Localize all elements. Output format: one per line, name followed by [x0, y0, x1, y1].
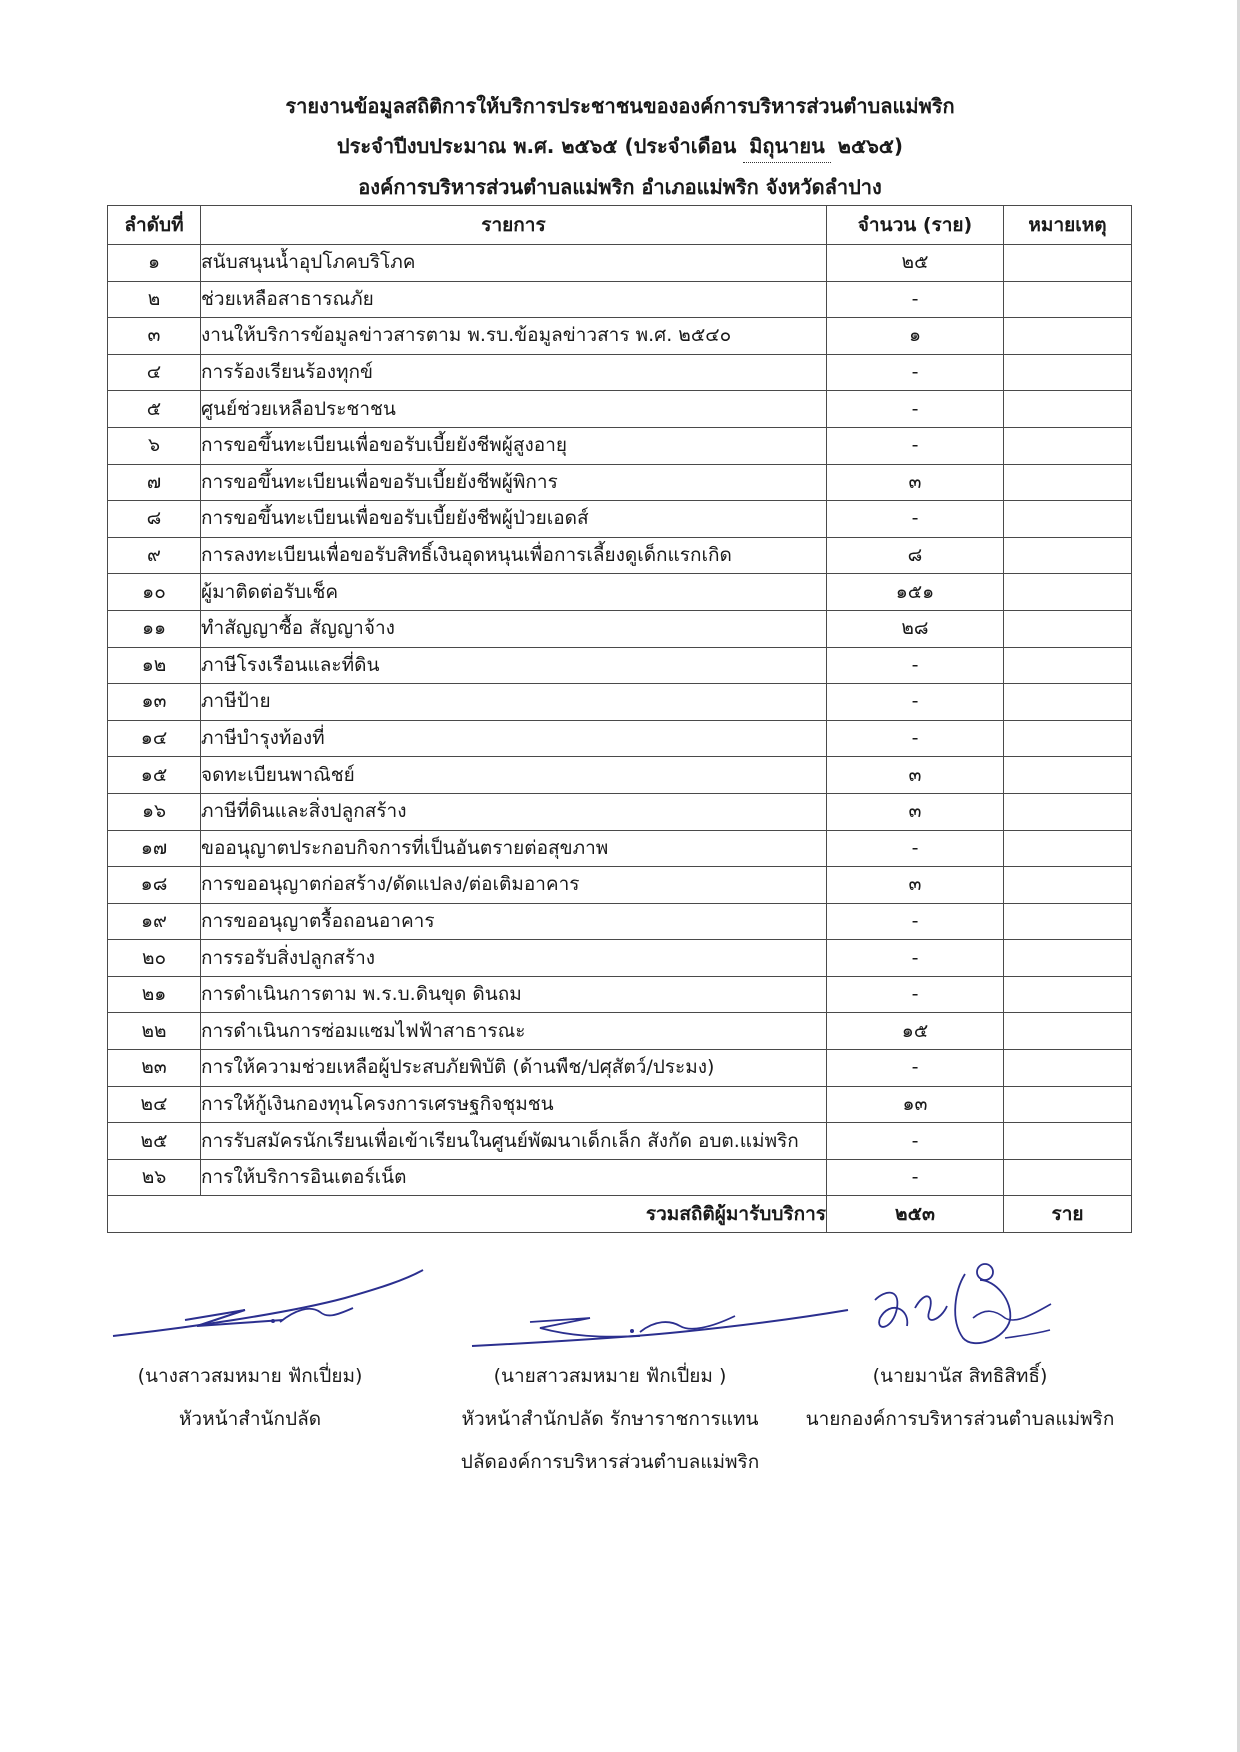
row-note — [1004, 940, 1132, 977]
total-row — [108, 1196, 1132, 1233]
total-label: รวมสถิติผู้มารับบริการ — [108, 1196, 827, 1233]
row-number: ๑๓ — [108, 684, 201, 721]
row-number: ๑๔ — [108, 720, 201, 757]
row-item: งานให้บริการข้อมูลข่าวสารตาม พ.รบ.ข้อมูลข่าวสาร พ.ศ. ๒๕๔๐ — [201, 318, 827, 355]
row-count: - — [827, 903, 1004, 940]
row-item: การดำเนินการซ่อมแซมไฟฟ้าสาธารณะ — [201, 1013, 827, 1050]
row-count: - — [827, 940, 1004, 977]
row-count: - — [827, 684, 1004, 721]
row-note — [1004, 720, 1132, 757]
signature-2-image — [470, 1280, 850, 1360]
table-row — [108, 1013, 1132, 1050]
signature-3-image — [855, 1260, 1055, 1360]
column-header-count: จำนวน (ราย) — [827, 206, 1004, 245]
row-note — [1004, 903, 1132, 940]
signer-3-name: (นายมานัส สิทธิสิทธิ์) — [872, 1365, 1048, 1387]
row-note — [1004, 574, 1132, 611]
row-count: - — [827, 427, 1004, 464]
row-note — [1004, 427, 1132, 464]
table-row — [108, 501, 1132, 538]
row-note — [1004, 354, 1132, 391]
row-item: การขออนุญาตก่อสร้าง/ดัดแปลง/ต่อเติมอาคาร — [201, 867, 827, 904]
row-number: ๒๖ — [108, 1159, 201, 1196]
row-number: ๗ — [108, 464, 201, 501]
row-item: การให้บริการอินเตอร์เน็ต — [201, 1159, 827, 1196]
row-item: ภาษีบำรุงท้องที่ — [201, 720, 827, 757]
signer-1-position: หัวหน้าสำนักปลัด — [178, 1408, 322, 1430]
row-item: การดำเนินการตาม พ.ร.บ.ดินขุด ดินถม — [201, 976, 827, 1013]
table-row — [108, 574, 1132, 611]
row-note — [1004, 793, 1132, 830]
row-count: ๑ — [827, 318, 1004, 355]
row-number: ๑๑ — [108, 610, 201, 647]
row-item: ช่วยเหลือสาธารณภัย — [201, 281, 827, 318]
row-number: ๑๐ — [108, 574, 201, 611]
row-count: - — [827, 391, 1004, 428]
row-note — [1004, 1123, 1132, 1160]
row-count: ๑๕๑ — [827, 574, 1004, 611]
signer-2-position: หัวหน้าสำนักปลัด รักษาราชการแทน — [461, 1408, 759, 1430]
table-row — [108, 976, 1132, 1013]
row-note — [1004, 391, 1132, 428]
row-item: ภาษีโรงเรือนและที่ดิน — [201, 647, 827, 684]
row-count: ๓ — [827, 464, 1004, 501]
row-count: - — [827, 830, 1004, 867]
row-note — [1004, 610, 1132, 647]
table-row — [108, 684, 1132, 721]
row-note — [1004, 281, 1132, 318]
row-item: การลงทะเบียนเพื่อขอรับสิทธิ์เงินอุดหนุนเพื่อการเลี้ยงดูเด็กแรกเกิด — [201, 537, 827, 574]
row-item: การขออนุญาตรื้อถอนอาคาร — [201, 903, 827, 940]
statistics-table — [107, 205, 1132, 1233]
row-count: ๘ — [827, 537, 1004, 574]
row-item: การให้ความช่วยเหลือผู้ประสบภัยพิบัติ (ด้านพืช/ปศุสัตว์/ประมง) — [201, 1050, 827, 1087]
row-count: - — [827, 720, 1004, 757]
row-note — [1004, 537, 1132, 574]
table-row — [108, 757, 1132, 794]
row-number: ๒๒ — [108, 1013, 201, 1050]
row-count: ๑๕ — [827, 1013, 1004, 1050]
row-item: การร้องเรียนร้องทุกข์ — [201, 354, 827, 391]
row-number: ๑๕ — [108, 757, 201, 794]
row-number: ๑๖ — [108, 793, 201, 830]
total-unit: ราย — [1004, 1196, 1132, 1233]
row-note — [1004, 647, 1132, 684]
table-row — [108, 720, 1132, 757]
row-number: ๕ — [108, 391, 201, 428]
row-note — [1004, 684, 1132, 721]
row-note — [1004, 1013, 1132, 1050]
row-count: ๓ — [827, 867, 1004, 904]
table-row — [108, 391, 1132, 428]
signature-block-1 — [100, 1355, 400, 1441]
table-row — [108, 318, 1132, 355]
row-note — [1004, 1086, 1132, 1123]
row-count: - — [827, 501, 1004, 538]
row-note — [1004, 867, 1132, 904]
table-row — [108, 537, 1132, 574]
row-note — [1004, 1159, 1132, 1196]
signature-section — [0, 1250, 1240, 1570]
table-row — [108, 793, 1132, 830]
row-note — [1004, 318, 1132, 355]
row-number: ๑ — [108, 245, 201, 282]
signer-1-name: (นางสาวสมหมาย ฟักเปี่ยม) — [137, 1365, 363, 1387]
table-row — [108, 903, 1132, 940]
report-title: รายงานข้อมูลสถิติการให้บริการประชาชนขององค์การบริหารส่วนตำบลแม่พริก — [285, 94, 955, 118]
fiscal-year-text: ประจำปีงบประมาณ พ.ศ. ๒๕๖๕ (ประจำเดือน — [336, 134, 737, 158]
row-note — [1004, 1050, 1132, 1087]
row-note — [1004, 830, 1132, 867]
table-row — [108, 940, 1132, 977]
row-item: การขอขึ้นทะเบียนเพื่อขอรับเบี้ยยังชีพผู้สูงอายุ — [201, 427, 827, 464]
column-header-note: หมายเหตุ — [1004, 206, 1132, 245]
row-number: ๖ — [108, 427, 201, 464]
row-number: ๔ — [108, 354, 201, 391]
table-header-row — [108, 206, 1132, 245]
row-number: ๑๘ — [108, 867, 201, 904]
row-item: ศูนย์ช่วยเหลือประชาชน — [201, 391, 827, 428]
row-count: ๓ — [827, 793, 1004, 830]
row-count: - — [827, 354, 1004, 391]
row-item: การให้กู้เงินกองทุนโครงการเศรษฐกิจชุมชน — [201, 1086, 827, 1123]
row-note — [1004, 501, 1132, 538]
row-number: ๑๗ — [108, 830, 201, 867]
row-count: - — [827, 1123, 1004, 1160]
row-count: ๑๓ — [827, 1086, 1004, 1123]
table-row — [108, 647, 1132, 684]
row-number: ๒ — [108, 281, 201, 318]
column-header-item: รายการ — [201, 206, 827, 245]
row-number: ๒๕ — [108, 1123, 201, 1160]
table-row — [108, 354, 1132, 391]
row-count: ๒๘ — [827, 610, 1004, 647]
row-item: ผู้มาติดต่อรับเช็ค — [201, 574, 827, 611]
row-number: ๓ — [108, 318, 201, 355]
signer-3-position: นายกองค์การบริหารส่วนตำบลแม่พริก — [805, 1408, 1115, 1430]
row-number: ๙ — [108, 537, 201, 574]
table-row — [108, 1159, 1132, 1196]
row-note — [1004, 976, 1132, 1013]
row-number: ๒๑ — [108, 976, 201, 1013]
row-item: การขอขึ้นทะเบียนเพื่อขอรับเบี้ยยังชีพผู้พิการ — [201, 464, 827, 501]
row-item: จดทะเบียนพาณิชย์ — [201, 757, 827, 794]
signature-1-image — [105, 1250, 425, 1350]
row-item: การรอรับสิ่งปลูกสร้าง — [201, 940, 827, 977]
row-count: - — [827, 1159, 1004, 1196]
report-subtitle — [0, 130, 1240, 163]
table-row — [108, 830, 1132, 867]
row-item: การขอขึ้นทะเบียนเพื่อขอรับเบี้ยยังชีพผู้ป่วยเอดส์ — [201, 501, 827, 538]
row-note — [1004, 245, 1132, 282]
table-row — [108, 610, 1132, 647]
row-number: ๒๔ — [108, 1086, 201, 1123]
row-count: ๓ — [827, 757, 1004, 794]
month-year-text: ๒๕๖๕) — [837, 134, 904, 158]
row-count: - — [827, 1050, 1004, 1087]
table-row — [108, 1123, 1132, 1160]
signer-2-name: (นายสาวสมหมาย ฟักเปี่ยม ) — [493, 1365, 727, 1387]
row-item: สนับสนุนน้ำอุปโภคบริโภค — [201, 245, 827, 282]
row-note — [1004, 464, 1132, 501]
row-count: - — [827, 976, 1004, 1013]
table-row — [108, 1086, 1132, 1123]
table-row — [108, 867, 1132, 904]
table-row — [108, 427, 1132, 464]
row-number: ๑๙ — [108, 903, 201, 940]
table-row — [108, 245, 1132, 282]
table-row — [108, 1050, 1132, 1087]
table-row — [108, 281, 1132, 318]
row-number: ๑๒ — [108, 647, 201, 684]
row-item: ทำสัญญาซื้อ สัญญาจ้าง — [201, 610, 827, 647]
month-field: มิถุนายน — [743, 130, 831, 163]
row-number: ๒๓ — [108, 1050, 201, 1087]
table-row — [108, 464, 1132, 501]
row-number: ๘ — [108, 501, 201, 538]
row-count: - — [827, 281, 1004, 318]
row-count: ๒๕ — [827, 245, 1004, 282]
row-item: ขออนุญาตประกอบกิจการที่เป็นอันตรายต่อสุขภาพ — [201, 830, 827, 867]
total-count: ๒๕๓ — [827, 1196, 1004, 1233]
row-note — [1004, 757, 1132, 794]
signer-2-position-line2: ปลัดองค์การบริหารส่วนตำบลแม่พริก — [460, 1451, 760, 1473]
row-number: ๒๐ — [108, 940, 201, 977]
organization-line: องค์การบริหารส่วนตำบลแม่พริก อำเภอแม่พริก จังหวัดลำปาง — [358, 175, 882, 199]
signature-block-2 — [420, 1355, 800, 1484]
row-item: ภาษีป้าย — [201, 684, 827, 721]
row-count: - — [827, 647, 1004, 684]
row-item: ภาษีที่ดินและสิ่งปลูกสร้าง — [201, 793, 827, 830]
column-header-no: ลำดับที่ — [108, 206, 201, 245]
row-item: การรับสมัครนักเรียนเพื่อเข้าเรียนในศูนย์พัฒนาเด็กเล็ก สังกัด อบต.แม่พริก — [201, 1123, 827, 1160]
signature-block-3 — [780, 1355, 1140, 1441]
table-body — [108, 245, 1132, 1196]
